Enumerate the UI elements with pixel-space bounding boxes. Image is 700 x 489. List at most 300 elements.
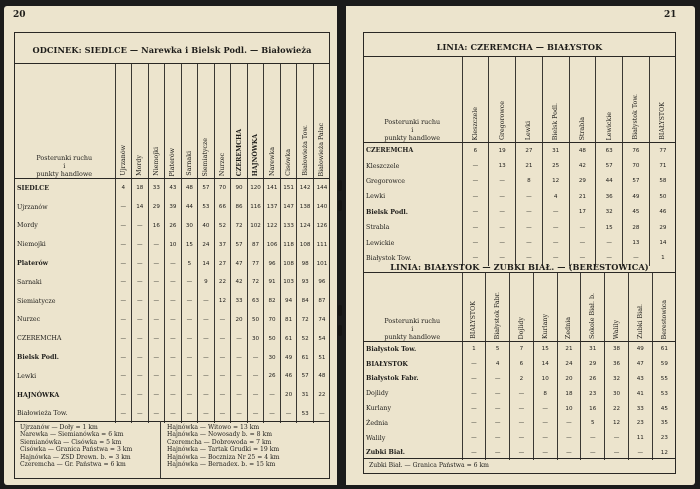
distance-cell: 29: [569, 174, 596, 189]
distance-cell: 33: [628, 401, 652, 416]
distance-cell: —: [181, 273, 198, 292]
column-label: Lewki: [525, 120, 533, 140]
distance-cell: 13: [489, 158, 516, 173]
distance-cell: 111: [313, 235, 330, 254]
distance-cell: 126: [313, 217, 330, 236]
footnote-line: Czeremcha — Dobrowoda = 7 km: [167, 438, 272, 446]
distance-cell: 12: [652, 446, 676, 461]
distance-cell: 138: [297, 198, 314, 217]
distance-cell: 31: [542, 143, 569, 159]
distance-cell: 15: [533, 342, 557, 357]
distance-cell: —: [148, 367, 165, 386]
distance-cell: 32: [596, 205, 623, 220]
distance-cell: 57: [596, 158, 623, 173]
distance-cell: —: [165, 405, 182, 424]
station-name: Bielsk Podl.: [366, 208, 408, 216]
binding-ring: [338, 325, 342, 336]
distance-cell: 81: [280, 311, 297, 330]
distance-cell: —: [462, 220, 489, 235]
column-header: [596, 57, 623, 143]
distance-cell: 29: [148, 198, 165, 217]
distance-cell: 122: [264, 217, 281, 236]
distance-cell: 12: [214, 292, 231, 311]
distance-cell: 91: [264, 273, 281, 292]
table-row: [14, 367, 330, 386]
column-label: Kurlany: [541, 313, 549, 339]
column-label: Ujrzanów: [119, 145, 127, 176]
footnote-line: Siemianówka — Cisówka = 5 km: [20, 438, 122, 446]
column-header: [148, 64, 165, 179]
station-name: Nurzec: [17, 316, 41, 324]
column-label: HAJNÓWKA: [252, 133, 260, 176]
distance-cell: 71: [649, 158, 676, 173]
distance-cell: 20: [231, 311, 248, 330]
column-label: CZEREMCHA: [235, 128, 243, 176]
distance-cell: —: [542, 205, 569, 220]
column-label: Bielsk Podl.: [552, 102, 560, 140]
distance-cell: —: [181, 292, 198, 311]
distance-cell: —: [489, 205, 516, 220]
distance-cell: 151: [280, 179, 297, 198]
distance-cell: —: [542, 251, 569, 266]
distance-cell: 120: [247, 179, 264, 198]
distance-cell: —: [533, 416, 557, 431]
distance-cell: 141: [264, 179, 281, 198]
distance-cell: 16: [148, 217, 165, 236]
table-row: [14, 292, 330, 311]
column-header: [462, 57, 489, 143]
distance-cell: —: [486, 372, 510, 387]
distance-cell: —: [605, 431, 629, 446]
distance-cell: 90: [231, 179, 248, 198]
caption-line: punkty handlowe: [384, 333, 441, 341]
distance-cell: —: [489, 235, 516, 250]
distance-cell: 27: [516, 143, 543, 159]
column-label: Mordy: [136, 155, 144, 176]
column-label: Kleszczele: [471, 106, 479, 140]
station-name: Żednia: [366, 419, 388, 427]
column-label: Sokole Biał. b.: [589, 293, 597, 339]
distance-cell: —: [214, 386, 231, 405]
column-header: [214, 64, 231, 179]
distance-cell: —: [132, 367, 149, 386]
distance-cell: 21: [557, 342, 581, 357]
distance-cell: —: [115, 254, 132, 273]
distance-cell: 61: [652, 342, 676, 357]
distance-cell: 43: [165, 179, 182, 198]
distance-cell: 33: [148, 179, 165, 198]
column-label: Lewickie: [605, 111, 613, 140]
left-section-title: ODCINEK: SIEDLCE — Narewka i Bielsk Podl. — Białowieża: [32, 45, 312, 55]
distance-cell: —: [214, 405, 231, 424]
distance-cell: 70: [623, 158, 650, 173]
distance-cell: 57: [623, 174, 650, 189]
distance-cell: —: [181, 348, 198, 367]
distance-cell: 58: [649, 174, 676, 189]
caption-line: Posterunki ruchu: [384, 317, 441, 325]
distance-cell: 144: [313, 179, 330, 198]
distance-cell: —: [516, 251, 543, 266]
table-row: [363, 189, 676, 204]
distance-cell: 93: [297, 273, 314, 292]
distance-cell: —: [148, 235, 165, 254]
distance-cell: —: [489, 174, 516, 189]
table-header-row: [14, 64, 330, 179]
footnote-line: Narewka — Siemianówka = 6 km: [20, 431, 124, 439]
distance-cell: —: [605, 446, 629, 461]
distance-cell: 102: [247, 217, 264, 236]
row-header-caption: [363, 273, 462, 342]
distance-cell: 14: [198, 254, 215, 273]
column-header: [132, 64, 149, 179]
distance-cell: 12: [542, 174, 569, 189]
table-row: [14, 386, 330, 405]
distance-cell: —: [115, 311, 132, 330]
distance-cell: —: [486, 446, 510, 461]
distance-cell: 94: [280, 292, 297, 311]
distance-cell: —: [181, 329, 198, 348]
column-header: [264, 64, 281, 179]
distance-cell: —: [148, 311, 165, 330]
distance-cell: —: [510, 446, 534, 461]
column-label: Walily: [613, 319, 620, 339]
distance-cell: 70: [264, 311, 281, 330]
distance-cell: 140: [313, 198, 330, 217]
distance-cell: 22: [313, 386, 330, 405]
station-name: Niemojki: [17, 241, 46, 249]
station-name: Dojlidy: [366, 390, 389, 398]
caption-line: Posterunki ruchu: [384, 118, 441, 126]
distance-cell: 43: [628, 372, 652, 387]
distance-cell: 18: [132, 179, 149, 198]
distance-cell: —: [542, 220, 569, 235]
distance-cell: —: [542, 235, 569, 250]
distance-cell: —: [247, 348, 264, 367]
distance-cell: —: [115, 198, 132, 217]
distance-cell: —: [198, 329, 215, 348]
distance-cell: 45: [623, 205, 650, 220]
distance-cell: 21: [569, 189, 596, 204]
distance-cell: 48: [181, 179, 198, 198]
distance-cell: 18: [557, 386, 581, 401]
distance-cell: —: [516, 220, 543, 235]
distance-cell: —: [569, 220, 596, 235]
caption-line: punkty handlowe: [384, 134, 441, 142]
distance-cell: 14: [132, 198, 149, 217]
distance-cell: 20: [557, 372, 581, 387]
distance-cell: —: [165, 329, 182, 348]
distance-cell: —: [462, 431, 486, 446]
distance-cell: 11: [628, 431, 652, 446]
distance-cell: 46: [280, 367, 297, 386]
station-name: Strabla: [366, 224, 390, 232]
station-name: Sarnaki: [17, 278, 42, 286]
station-name: Białystok Tow.: [366, 345, 417, 353]
distance-cell: —: [462, 189, 489, 204]
binding-ring: [338, 180, 342, 191]
distance-cell: 101: [313, 254, 330, 273]
column-label: Gregorowce: [498, 100, 506, 140]
table-row: [14, 348, 330, 367]
distance-cell: 29: [649, 220, 676, 235]
binding-ring: [338, 200, 342, 211]
distance-cell: 61: [297, 348, 314, 367]
distance-cell: —: [533, 401, 557, 416]
distance-cell: —: [115, 235, 132, 254]
distance-cell: —: [165, 292, 182, 311]
distance-cell: —: [462, 174, 489, 189]
distance-cell: —: [198, 386, 215, 405]
distance-cell: 49: [628, 342, 652, 357]
distance-cell: —: [462, 357, 486, 372]
table-row: [14, 254, 330, 273]
column-header: [542, 57, 569, 143]
distance-cell: —: [462, 251, 489, 266]
distance-cell: 23: [652, 431, 676, 446]
distance-cell: 48: [313, 367, 330, 386]
column-header: [198, 64, 215, 179]
column-header: [652, 273, 676, 342]
distance-cell: 61: [280, 329, 297, 348]
distance-cell: 26: [581, 372, 605, 387]
distance-cell: —: [115, 367, 132, 386]
station-name: Mordy: [17, 222, 38, 230]
left-distance-table: [14, 63, 330, 423]
distance-cell: 59: [652, 357, 676, 372]
column-header: [115, 64, 132, 179]
distance-cell: 87: [247, 235, 264, 254]
distance-cell: —: [148, 254, 165, 273]
distance-cell: —: [516, 205, 543, 220]
distance-cell: —: [115, 217, 132, 236]
distance-cell: —: [132, 329, 149, 348]
distance-cell: 8: [516, 174, 543, 189]
distance-cell: —: [489, 251, 516, 266]
distance-cell: 31: [297, 386, 314, 405]
column-header: [181, 64, 198, 179]
distance-cell: 31: [581, 342, 605, 357]
table-row: [14, 217, 330, 236]
distance-cell: 20: [280, 386, 297, 405]
distance-cell: —: [462, 386, 486, 401]
table-row: [363, 372, 676, 387]
distance-cell: 63: [247, 292, 264, 311]
column-header: [533, 273, 557, 342]
station-name: Lewickie: [366, 239, 395, 247]
table-row: [363, 416, 676, 431]
column-label: Nurzec: [218, 152, 226, 176]
distance-cell: 2: [510, 372, 534, 387]
distance-cell: 37: [214, 235, 231, 254]
distance-cell: 10: [557, 401, 581, 416]
distance-cell: 48: [569, 143, 596, 159]
station-name: CZEREMCHA: [366, 147, 414, 155]
distance-cell: 30: [264, 348, 281, 367]
distance-cell: —: [181, 311, 198, 330]
distance-cell: —: [132, 292, 149, 311]
distance-cell: —: [148, 386, 165, 405]
distance-cell: 14: [533, 357, 557, 372]
distance-cell: —: [581, 431, 605, 446]
left-footnote-divider: [14, 421, 330, 422]
left-frame: [14, 32, 330, 479]
column-label: Zubki Biał.: [636, 304, 644, 339]
distance-cell: —: [462, 205, 489, 220]
left-page: [4, 6, 337, 485]
distance-cell: —: [148, 348, 165, 367]
distance-cell: 118: [280, 235, 297, 254]
distance-cell: —: [132, 348, 149, 367]
station-name: Białowieża Tow.: [17, 410, 68, 418]
distance-cell: 63: [596, 143, 623, 159]
distance-cell: 57: [198, 179, 215, 198]
station-name: Walily: [366, 434, 386, 442]
distance-cell: 45: [652, 401, 676, 416]
distance-cell: —: [198, 348, 215, 367]
right-frame: [363, 32, 676, 474]
distance-cell: —: [165, 367, 182, 386]
distance-cell: —: [231, 405, 248, 424]
distance-cell: 21: [516, 158, 543, 173]
distance-cell: 124: [297, 217, 314, 236]
distance-cell: —: [533, 431, 557, 446]
distance-cell: 6: [510, 357, 534, 372]
distance-cell: —: [486, 401, 510, 416]
distance-cell: —: [510, 401, 534, 416]
distance-cell: —: [596, 251, 623, 266]
distance-cell: 72: [247, 273, 264, 292]
distance-cell: 57: [297, 367, 314, 386]
distance-cell: 32: [605, 372, 629, 387]
distance-cell: —: [132, 386, 149, 405]
distance-cell: —: [214, 329, 231, 348]
distance-cell: —: [181, 405, 198, 424]
table-row: [363, 431, 676, 446]
table-row: [363, 386, 676, 401]
distance-cell: —: [486, 431, 510, 446]
distance-cell: 96: [264, 254, 281, 273]
distance-cell: 51: [313, 348, 330, 367]
distance-cell: 4: [542, 189, 569, 204]
distance-cell: 47: [628, 357, 652, 372]
station-name: Białystok Tow.: [366, 254, 412, 262]
distance-cell: 72: [297, 311, 314, 330]
column-header: [297, 64, 314, 179]
distance-cell: 22: [214, 273, 231, 292]
distance-cell: —: [313, 405, 330, 424]
distance-cell: 50: [264, 329, 281, 348]
footnote-line: Hajnówka — Bernadex. b. = 15 km: [167, 461, 276, 469]
distance-cell: 98: [297, 254, 314, 273]
distance-cell: —: [214, 367, 231, 386]
distance-cell: —: [516, 189, 543, 204]
distance-cell: 13: [623, 235, 650, 250]
distance-cell: —: [264, 386, 281, 405]
line1-title: LINIA: CZEREMCHA — BIAŁYSTOK: [436, 42, 603, 52]
distance-cell: —: [165, 254, 182, 273]
caption-line: punkty handlowe: [36, 170, 93, 178]
distance-cell: —: [623, 251, 650, 266]
distance-cell: 12: [605, 416, 629, 431]
distance-cell: —: [148, 405, 165, 424]
distance-cell: —: [510, 386, 534, 401]
table-row: [14, 198, 330, 217]
distance-cell: —: [596, 235, 623, 250]
column-header: [623, 57, 650, 143]
station-name: Kleszczele: [366, 162, 400, 170]
footnote-line: Hajnówka — Boczniza Nr 25 = 4 km: [167, 453, 280, 461]
distance-cell: —: [198, 405, 215, 424]
column-label: Białowieża Pałac: [318, 122, 326, 176]
column-label: Żednia: [565, 317, 573, 339]
distance-cell: 77: [247, 254, 264, 273]
distance-cell: 44: [181, 198, 198, 217]
distance-cell: 66: [214, 198, 231, 217]
station-name: Lewki: [366, 193, 386, 201]
station-name: Lewki: [17, 372, 37, 380]
distance-cell: 5: [581, 416, 605, 431]
distance-cell: 4: [115, 179, 132, 198]
distance-cell: 35: [652, 416, 676, 431]
distance-cell: —: [231, 329, 248, 348]
column-label: Narewka: [268, 147, 276, 176]
right-page: [346, 6, 695, 485]
column-header: [605, 273, 629, 342]
table-row: [363, 357, 676, 372]
distance-cell: —: [132, 235, 149, 254]
distance-cell: —: [231, 367, 248, 386]
table-row: [14, 329, 330, 348]
distance-cell: 46: [649, 205, 676, 220]
distance-cell: —: [198, 292, 215, 311]
table-row: [363, 401, 676, 416]
station-name: Ujrzanów: [17, 203, 48, 211]
line2-footnote: Zubki Biał. — Granica Państwa = 6 km: [369, 462, 489, 469]
column-label: Białowieża Tow.: [301, 125, 309, 176]
table-header-row: [363, 57, 676, 143]
distance-cell: 10: [533, 372, 557, 387]
table-row: [363, 220, 676, 235]
row-header-caption: [14, 64, 115, 179]
distance-cell: —: [510, 431, 534, 446]
distance-cell: 86: [231, 198, 248, 217]
column-header: [649, 57, 676, 143]
distance-cell: 74: [313, 311, 330, 330]
footnote-line: Hajnówka — Witowo = 13 km: [167, 424, 260, 431]
station-name: Platerów: [17, 260, 49, 268]
footnote-line: Ujrzanów — Doły = 1 km: [20, 424, 98, 431]
column-label: Białystok Tow.: [632, 94, 640, 140]
distance-cell: —: [115, 329, 132, 348]
station-name: Bielsk Podl.: [17, 354, 59, 362]
distance-cell: 70: [214, 179, 231, 198]
distance-cell: 23: [581, 386, 605, 401]
distance-cell: —: [462, 416, 486, 431]
distance-cell: 57: [231, 235, 248, 254]
distance-cell: 77: [649, 143, 676, 159]
distance-cell: —: [462, 446, 486, 461]
distance-cell: —: [557, 416, 581, 431]
distance-cell: 39: [165, 198, 182, 217]
table-row: [363, 158, 676, 173]
table-row: [363, 342, 676, 357]
caption-line: i: [63, 162, 66, 170]
distance-cell: —: [569, 235, 596, 250]
distance-cell: 55: [652, 372, 676, 387]
distance-cell: —: [247, 386, 264, 405]
column-label: BIAŁYSTOK: [470, 301, 478, 339]
column-label: Siemiatycze: [202, 137, 210, 176]
